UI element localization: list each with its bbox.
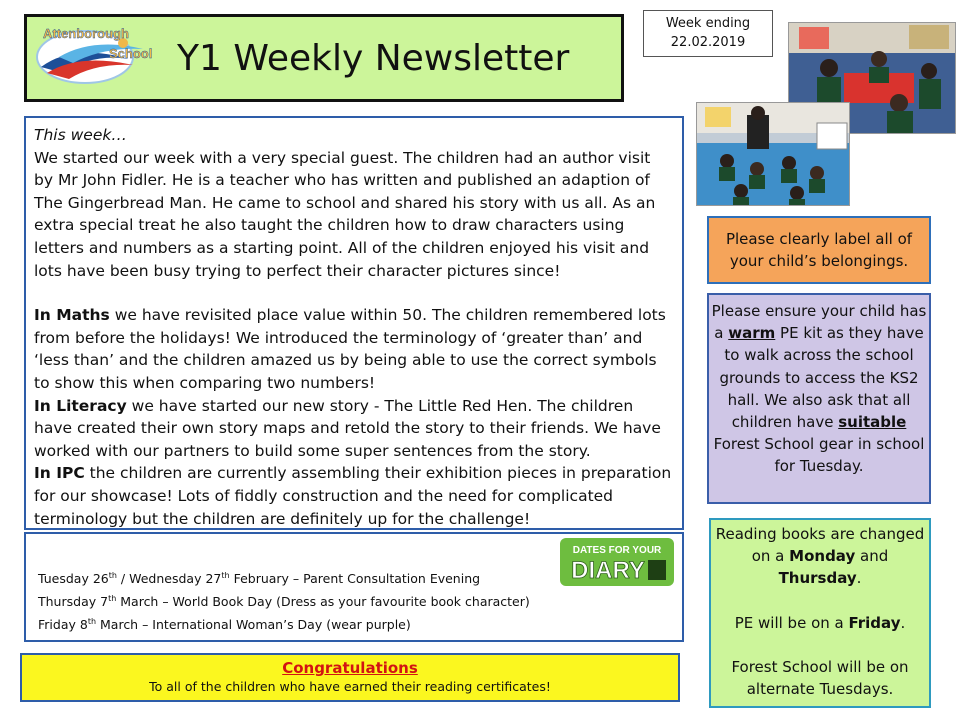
week-ending-label: Week ending [665,16,751,31]
pe-day-text-part: . [900,613,906,632]
pe-kit-text-part: PE kit as they have to walk across the school grounds to access the KS2 hall. We also ask that all children have [719,324,924,432]
date-item-consultation [38,566,558,589]
classroom-photo-carpet [696,102,850,206]
story-literacy [34,395,674,463]
reading-text-part: . [856,569,862,588]
newsletter-header [24,14,624,102]
week-ending-date: 22.02.2019 [670,35,746,50]
congratulations-text: To all of the children who have earned their reading certificates! [149,679,551,694]
ipc-heading: In IPC [34,464,85,483]
diary-badge-line1: DATES FOR YOUR [572,545,662,556]
paragraph-gap [34,282,674,304]
date-text: Friday 8 [38,617,88,633]
pe-kit-text-part: Please ensure your child has a [711,302,927,343]
diary-badge-line2: DIARY [571,557,645,584]
diary-badge-graphic [558,536,676,588]
reading-day-thursday: Thursday [778,569,857,588]
reading-day-monday: Monday [789,547,856,566]
date-item-womans-day [38,612,558,635]
pe-kit-notice [707,293,931,504]
reading-pe-forest-notice [709,518,931,708]
literacy-heading: In Literacy [34,396,127,415]
story-ipc [34,462,674,530]
week-ending-box [643,10,773,57]
reading-books-text [711,523,929,590]
date-text: March – World Book Day (Dress as your favourite book character) [116,594,530,610]
date-suffix: th [108,571,117,580]
pe-day-text-part: PE will be on a [734,613,849,632]
pe-kit-text-part: Forest School gear in school for Tuesday. [713,435,925,476]
date-text: March – International Woman’s Day (wear purple) [96,617,411,633]
literacy-text: we have started our new story - The Little Red Hen. The children have created their own story maps and retold the story to their friends. We have worked with our partners to build some super sentences from the story. [34,396,661,460]
reading-text-part: and [855,547,889,566]
date-suffix: th [108,594,117,604]
paragraph-gap [711,590,929,612]
label-belongings-notice [707,216,931,284]
logo-text-line1: Attenborough [43,26,129,41]
reading-text-part: Reading books are changed on a [715,525,925,566]
pe-kit-text [709,300,929,478]
congratulations-title: Congratulations [282,659,418,677]
congratulations-box [20,653,680,702]
date-text: February – Parent Consultation Evening [229,571,481,587]
pe-day-friday: Friday [848,613,901,632]
diary-badge-icon [558,536,676,588]
pe-kit-warm: warm [728,324,776,343]
this-week-story [24,116,684,530]
date-text: Thursday 7 [38,594,109,610]
paragraph-gap [711,634,929,656]
date-text: Tuesday 26 [38,571,109,587]
forest-school-text: Forest School will be on alternate Tuesdays. [731,657,909,699]
date-suffix: th [221,571,230,580]
maths-heading: In Maths [34,306,110,325]
maths-text: we have revisited place value within 50. The children remembered lots from before the holidays! We introduced the terminology of ‘greater than’ and ‘less than’ and the children amazed us by being able to use the correct symbols to show this when comparing two numbers! [34,306,666,392]
story-intro: This week… [34,126,127,144]
pe-kit-suitable: suitable [838,413,907,432]
page-title: Y1 Weekly Newsletter [177,38,570,79]
school-logo-icon [33,23,157,87]
logo-text-line2: School [109,46,153,61]
date-suffix: th [87,617,97,627]
ipc-text: the children are currently assembling their exhibition pieces in preparation for our showcase! Lots of fiddly construction and the need for complicated terminology but the children are definitely up for the challenge! [34,464,672,528]
date-item-world-book-day [38,589,558,612]
story-maths [34,304,674,394]
pe-day-text [711,612,929,634]
dates-list [38,566,558,635]
label-belongings-text: Please clearly label all of your child’s belongings. [725,230,913,271]
dates-for-diary-box [24,532,684,642]
date-text: / Wednesday 27 [116,571,222,587]
story-author-visit: We started our week with a very special guest. The children had an author visit by Mr John Fidler. He is a teacher who has written and published an adaption of The Gingerbread Man. He came to school and shared his story with us all. As an extra special treat he also taught the children how to draw characters using letters and numbers as a starting point. All of the children enjoyed his visit and lots have been busy trying to perfect their character pictures since! [34,148,656,280]
photo-children-on-carpet [697,103,850,206]
